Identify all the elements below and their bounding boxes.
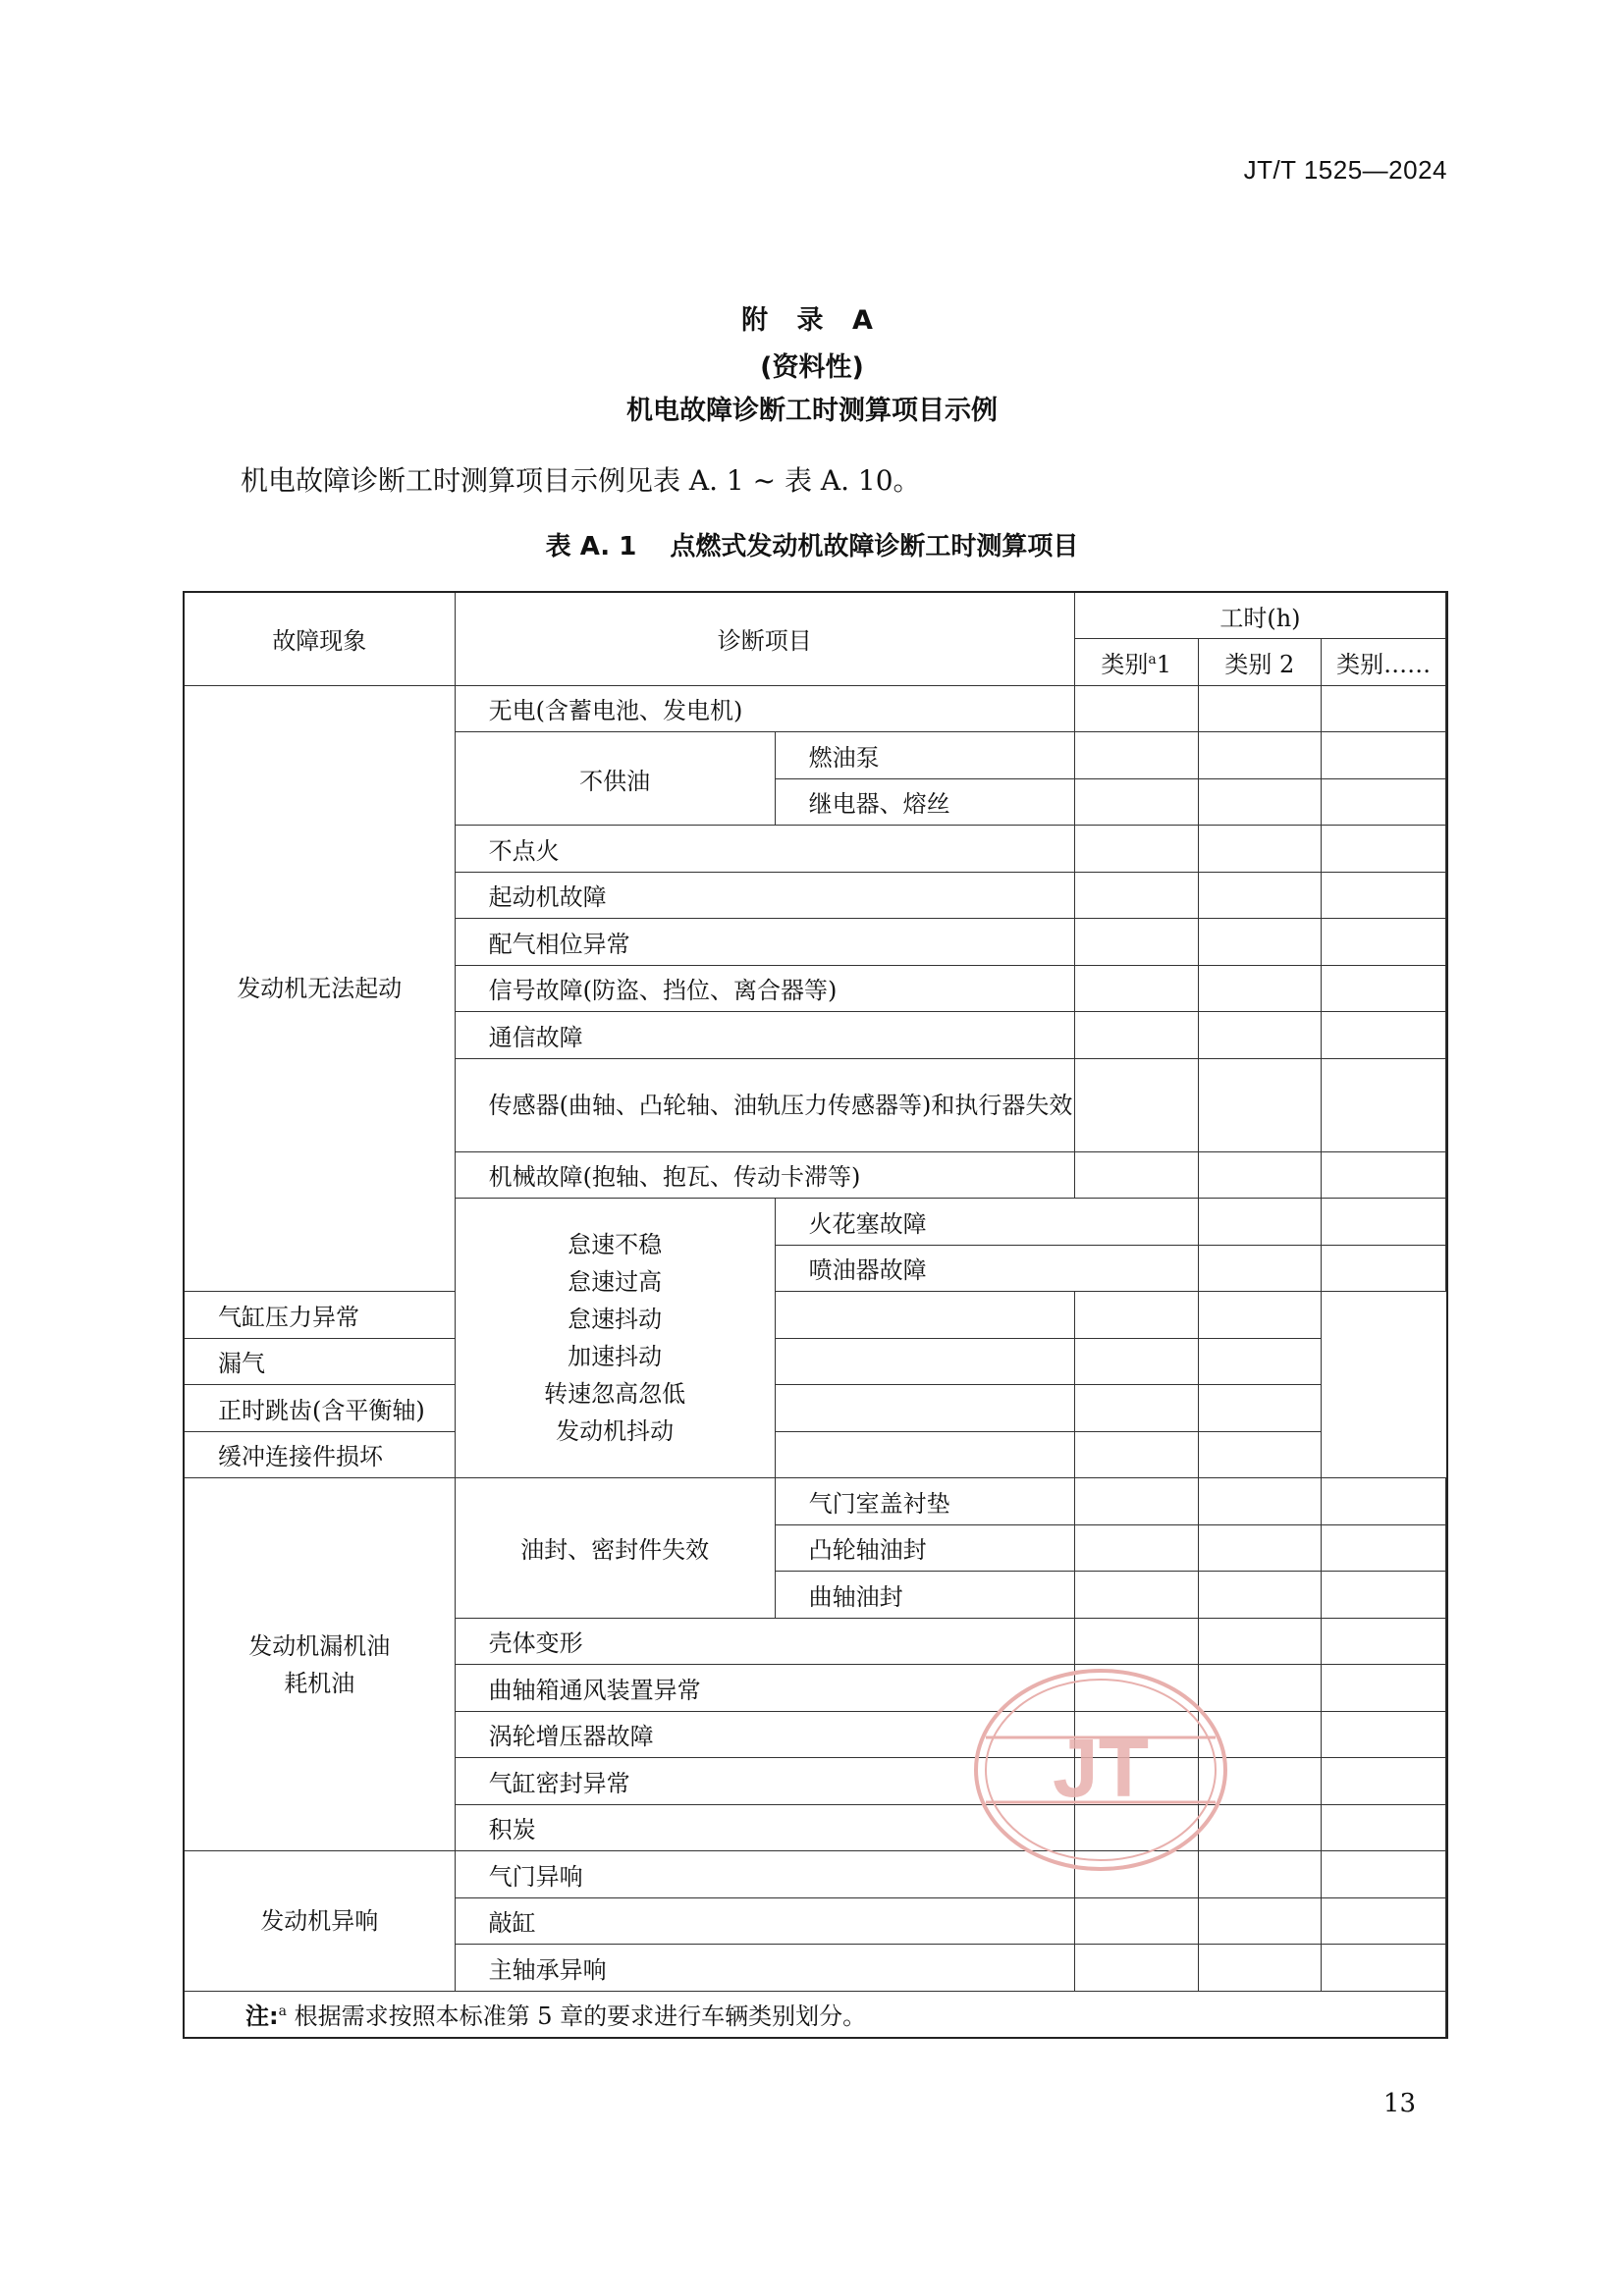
diagnosis-item: 缓冲连接件损坏 [184, 1431, 775, 1478]
intro-paragraph: 机电故障诊断工时测算项目示例见表 A. 1 ~ 表 A. 10。 [241, 464, 921, 497]
header-category-more: 类别…… [1322, 639, 1446, 686]
diagnosis-item: 起动机故障 [455, 872, 1074, 919]
diagnosis-item: 正时跳齿(含平衡轴) [184, 1385, 775, 1432]
diagnosis-subitem: 曲轴油封 [775, 1572, 1074, 1619]
table-row [184, 1851, 1447, 1898]
header-phenomenon: 故障现象 [184, 592, 455, 685]
phenomenon-cell: 怠速不稳 怠速过高 怠速抖动 加速抖动 转速忽高忽低 发动机抖动 [455, 1199, 775, 1478]
diagnosis-item: 漏气 [184, 1338, 775, 1385]
diagnosis-item: 配气相位异常 [455, 919, 1074, 966]
table-caption [0, 526, 1624, 562]
table-row [184, 1478, 1447, 1525]
table-note-row [184, 1991, 1447, 2038]
diagnosis-item: 无电(含蓄电池、发电机) [455, 685, 1074, 732]
standard-number: JT/T 1525—2024 [1243, 155, 1447, 185]
jt-watermark-logo [972, 1667, 1229, 1873]
diagnosis-item: 火花塞故障 [775, 1199, 1198, 1246]
table-caption-number: 表 A. 1 [545, 532, 637, 561]
diagnosis-item: 机械故障(抱轴、抱瓦、传动卡滞等) [455, 1151, 1074, 1199]
page-number: 13 [1382, 2089, 1416, 2118]
diagnosis-item: 不供油 [455, 732, 775, 826]
phenomenon-cell: 发动机漏机油 耗机油 [184, 1478, 455, 1851]
header-hours: 工时(h) [1074, 592, 1445, 639]
header-diagnosis: 诊断项目 [455, 592, 1074, 685]
phenomenon-cell: 发动机无法起动 [184, 685, 455, 1292]
diagnosis-subitem: 继电器、熔丝 [775, 778, 1074, 826]
diagnosis-item: 气缸密封异常 [455, 1758, 1074, 1805]
table-row [184, 1385, 1447, 1432]
header-category-1: 类别$^a$1 [1074, 639, 1198, 686]
diagnosis-item: 积炭 [455, 1804, 1074, 1851]
diagnosis-item: 通信故障 [455, 1012, 1074, 1059]
table-note: 注:$^a$ 根据需求按照本标准第 5 章的要求进行车辆类别划分。 [184, 1991, 1446, 2038]
diagnosis-item: 敲缸 [455, 1897, 1074, 1945]
header-category-2: 类别 2 [1198, 639, 1322, 686]
annex-type: (资料性) [760, 352, 864, 383]
table-caption-title: 点燃式发动机故障诊断工时测算项目 [670, 532, 1079, 561]
diagnosis-item: 油封、密封件失效 [455, 1478, 775, 1619]
table-row [184, 685, 1447, 732]
annex-name: 机电故障诊断工时测算项目示例 [626, 396, 998, 426]
diagnosis-subitem: 凸轮轴油封 [775, 1524, 1074, 1572]
diagnosis-item: 气缸压力异常 [184, 1292, 775, 1339]
diagnosis-hours-table [183, 591, 1448, 2039]
annex-title: 附 录 A [741, 305, 883, 336]
diagnosis-item: 喷油器故障 [775, 1245, 1198, 1292]
diagnosis-item: 曲轴箱通风装置异常 [455, 1665, 1074, 1712]
watermark-text: JT [1052, 1722, 1150, 1814]
diagnosis-item: 涡轮增压器故障 [455, 1711, 1074, 1758]
diagnosis-item: 壳体变形 [455, 1618, 1074, 1665]
diagnosis-item: 信号故障(防盗、挡位、离合器等) [455, 965, 1074, 1012]
table-row [184, 1292, 1447, 1339]
diagnosis-item: 主轴承异响 [455, 1945, 1074, 1992]
diagnosis-item: 传感器(曲轴、凸轮轴、油轨压力传感器等)和执行器失效 [455, 1058, 1074, 1151]
diagnosis-subitem: 气门室盖衬垫 [775, 1478, 1074, 1525]
diagnosis-item: 不点火 [455, 826, 1074, 873]
phenomenon-cell: 发动机异响 [184, 1851, 455, 1992]
diagnosis-item: 气门异响 [455, 1851, 1074, 1898]
diagnosis-subitem: 燃油泵 [775, 732, 1074, 779]
table-row [184, 1431, 1447, 1478]
table-row [184, 1338, 1447, 1385]
